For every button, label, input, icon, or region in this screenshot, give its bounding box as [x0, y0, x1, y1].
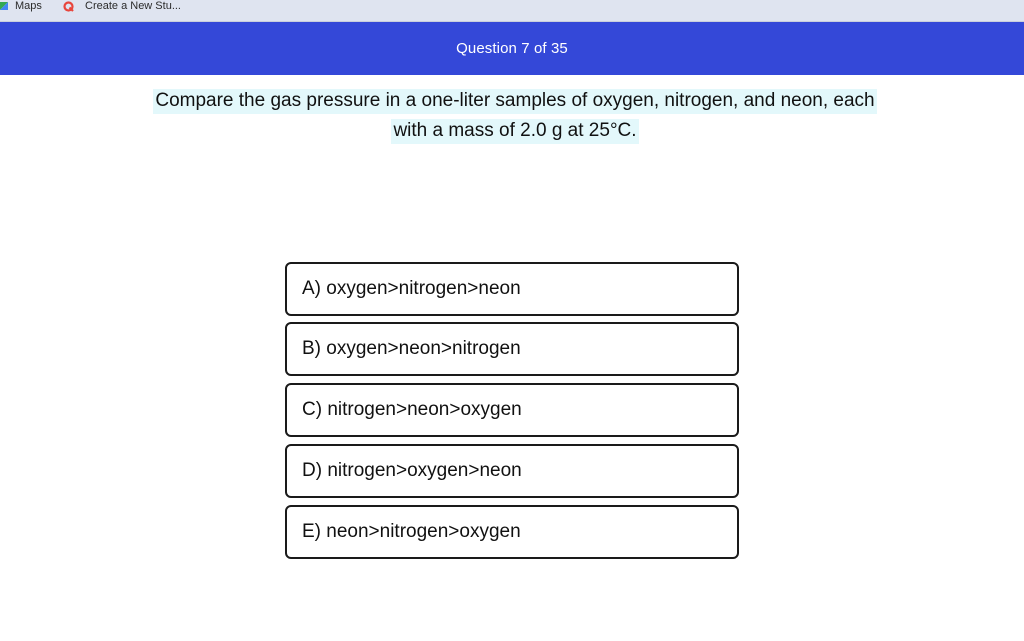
answer-option-d[interactable]: D) nitrogen>oxygen>neon — [285, 444, 739, 498]
q-logo-icon — [63, 1, 74, 12]
answer-option-a[interactable]: A) oxygen>nitrogen>neon — [285, 262, 739, 316]
quiz-header — [0, 22, 1024, 75]
maps-icon — [0, 1, 8, 9]
bookmarks-bar — [0, 0, 1024, 22]
question-text: Compare the gas pressure in a one-liter samples of oxygen, nitrogen, and neon, each with a mass of 2.0 g at 25°C. — [153, 89, 876, 144]
answer-option-b[interactable]: B) oxygen>neon>nitrogen — [285, 322, 739, 376]
answer-option-c[interactable]: C) nitrogen>neon>oxygen — [285, 383, 739, 437]
answer-option-e[interactable]: E) neon>nitrogen>oxygen — [285, 505, 739, 559]
question-prompt — [139, 86, 891, 146]
bookmark-maps[interactable] — [0, 0, 42, 12]
bookmark-label: Create a New Stu... — [85, 0, 181, 12]
bookmark-label: Maps — [15, 0, 42, 12]
question-counter: Question 7 of 35 — [456, 40, 568, 57]
bookmark-create-new-student[interactable] — [63, 0, 181, 12]
